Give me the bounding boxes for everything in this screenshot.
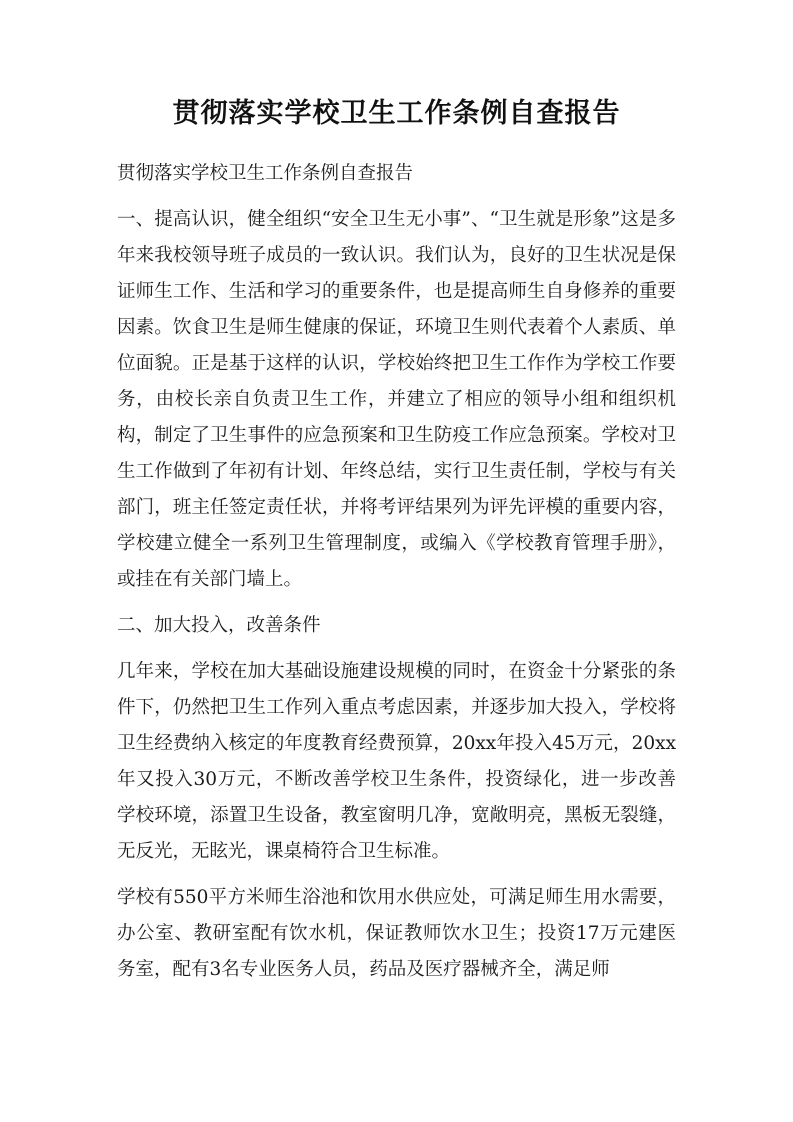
document-title: 贯彻落实学校卫生工作条例自查报告 (172, 98, 621, 129)
document-subtitle: 贯彻落实学校卫生工作条例自查报告 (117, 163, 414, 184)
section-heading-two: 二、加大投入，改善条件 (117, 615, 321, 636)
paragraph-section-one: 一、提高认识，健全组织“安全卫生无小事”、“卫生就是形象”这是多年来我校领导班子成员的一致认识。我们认为，良好的卫生状况是保证师生工作、生活和学习的重要条件，也是提高师生自身修养的重要因素。饮食卫生是师生健康的保证，环境卫生则代表着个人素质、单位面貌。正是基于这样的认识，学校始终把卫生工作作为学校工作要务，由校长亲自负责卫生工作，并建立了相应的领导小组和组织机构，制定了卫生事件的应急预案和卫生防疫工作应急预案。学校对卫生工作做到了年初有计划、年终总结，实行卫生责任制，学校与有关部门，班主任签定责任状，并将考评结果列为评先评模的重要内容，学校建立健全一系列卫生管理制度，或编入《学校教育管理手册》，或挂在有关部门墙上。 (117, 209, 676, 590)
paragraph-facilities: 学校有550平方米师生浴池和饮用水供应处，可满足师生用水需要，办公室、教研室配有饮水机，保证教师饮水卫生；投资17万元建医务室，配有3名专业医务人员，药品及医疗器械齐全，满足师 (117, 887, 676, 980)
paragraph-investment: 几年来，学校在加大基础设施建设规模的同时，在资金十分紧张的条件下，仍然把卫生工作列入重点考虑因素，并逐步加大投入，学校将卫生经费纳入核定的年度教育经费预算，20xx年投入45万元，20xx年又投入30万元，不断改善学校卫生条件，投资绿化，进一步改善学校环境，添置卫生设备，教室窗明几净，宽敞明亮，黑板无裂缝，无反光，无眩光，课桌椅符合卫生标准。 (117, 661, 676, 862)
